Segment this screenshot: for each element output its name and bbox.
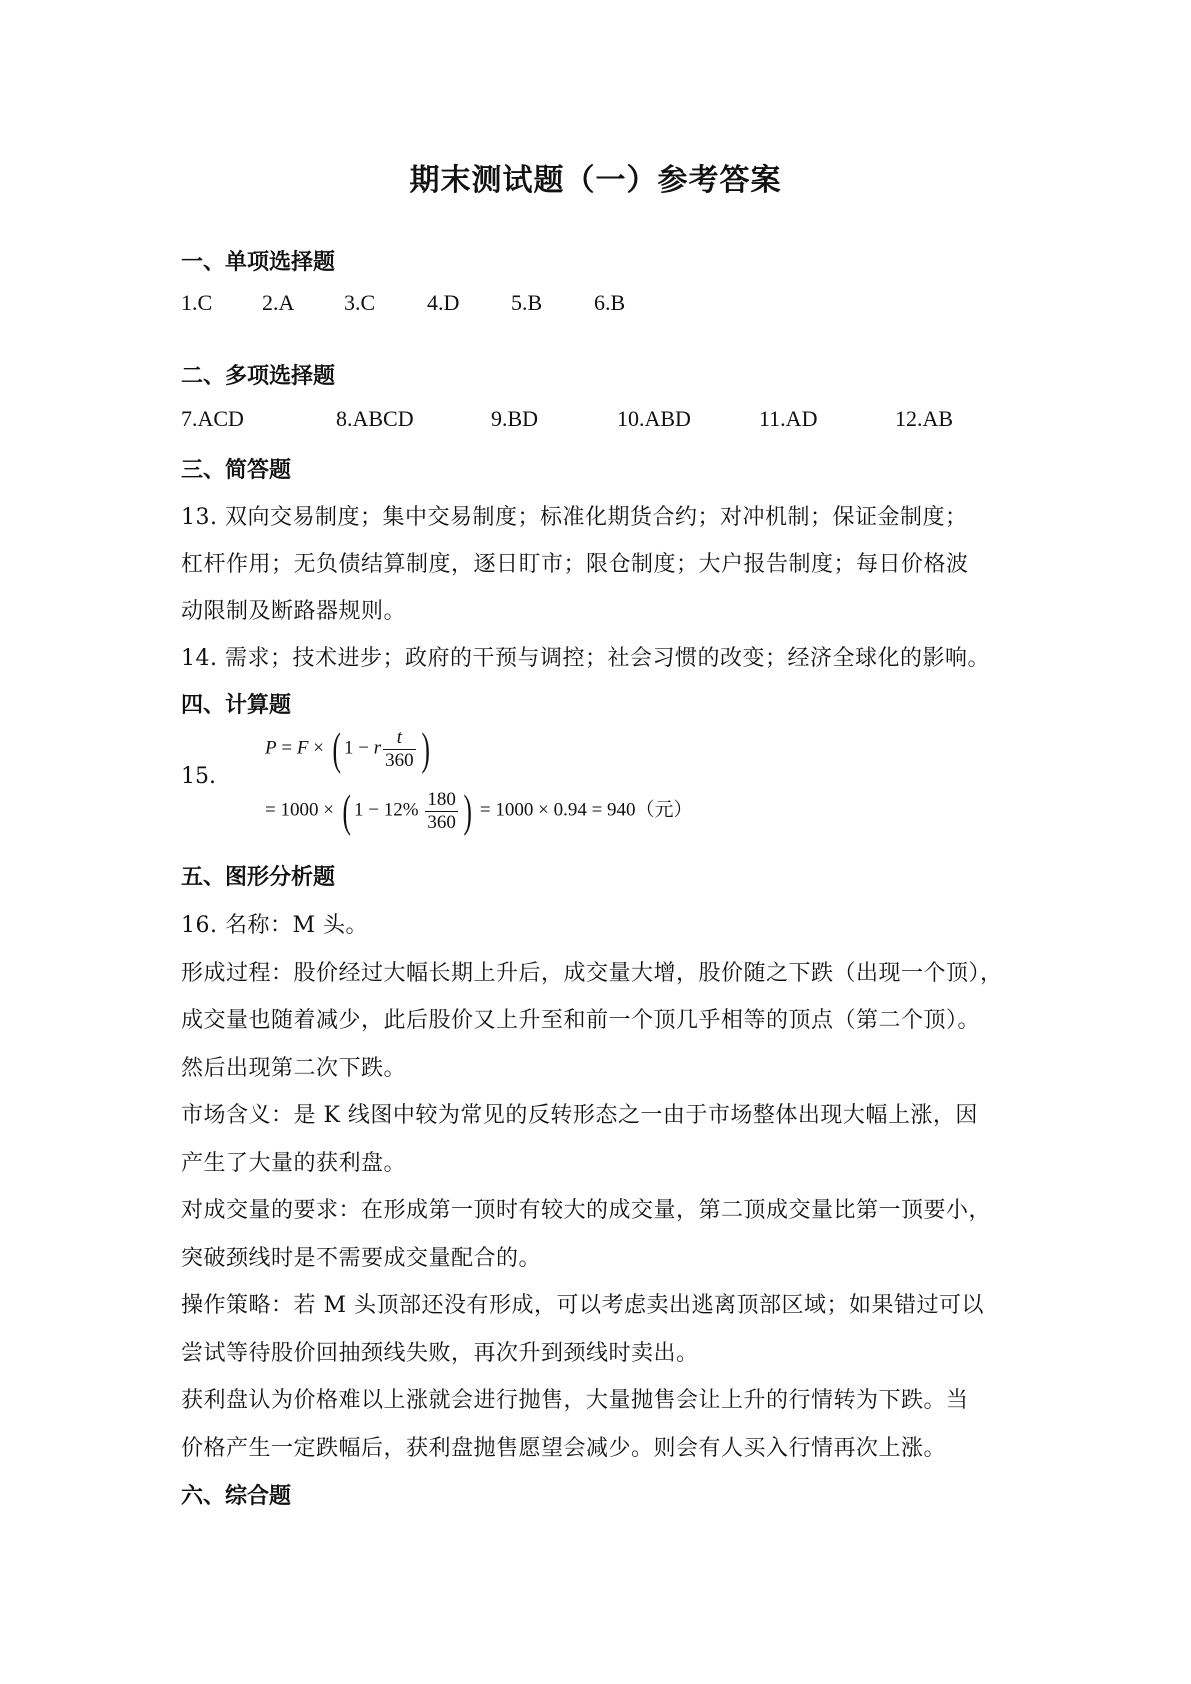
right-paren: ) <box>463 785 472 836</box>
section-heading-calculation: 四、计算题 <box>181 693 292 718</box>
page-title: 期末测试题（一）参考答案 <box>409 163 782 198</box>
formula-symbol-p: P <box>265 737 277 759</box>
answer-item: 9.BD <box>491 406 539 431</box>
section-heading-short-answer: 三、简答题 <box>181 458 292 483</box>
answer-16-line: 产生了大量的获利盘。 <box>181 1151 407 1176</box>
section-heading-multi-choice: 二、多项选择题 <box>181 364 336 389</box>
left-paren: ( <box>332 723 341 774</box>
answer-item: 2.A <box>262 290 295 315</box>
answer-item: 1.C <box>181 290 213 315</box>
fraction-numerator: t <box>396 726 402 748</box>
answer-item: 6.B <box>594 290 626 315</box>
answer-item: 5.B <box>511 290 543 315</box>
fraction-t-over-360 <box>383 727 416 772</box>
fraction-denominator: 360 <box>427 811 456 833</box>
answer-16-line: 成交量也随着减少，此后股价又上升至和前一个顶几乎相等的顶点（第二个顶）。 <box>181 1008 981 1033</box>
left-paren: ( <box>342 785 351 836</box>
formula-result: = 1000 × 0.94 = 940（元） <box>475 799 693 821</box>
fraction-numerator: 180 <box>427 788 456 810</box>
answer-16-line: 获利盘认为价格难以上涨就会进行抛售，大量抛售会让上升的行情转为下跌。当 <box>181 1388 969 1413</box>
section-heading-chart-analysis: 五、图形分析题 <box>181 865 336 890</box>
section-heading-comprehensive: 六、综合题 <box>181 1484 292 1509</box>
formula-symbol-r: r <box>373 737 382 759</box>
answer-13-line: 杠杆作用；无负债结算制度，逐日盯市；限仓制度；大户报告制度；每日价格波 <box>181 552 969 577</box>
answer-16-line: 形成过程：股价经过大幅长期上升后，成交量大增，股价随之下跌（出现一个顶）， <box>181 961 1003 986</box>
formula-rate: 1 − 12% <box>354 799 424 821</box>
answer-16-line: 16. 名称：M 头。 <box>181 913 369 938</box>
answer-item: 12.AB <box>895 406 954 431</box>
answer-item: 4.D <box>427 290 460 315</box>
formula-times: × <box>308 737 329 759</box>
answer-16-line: 价格产生一定跌幅后，获利盘抛售愿望会减少。则会有人买入行情再次上涨。 <box>181 1436 947 1461</box>
fraction-180-over-360 <box>425 789 458 834</box>
answer-14-line: 14. 需求；技术进步；政府的干预与调控；社会习惯的改变；经济全球化的影响。 <box>181 646 990 671</box>
answer-16-line: 市场含义：是 K 线图中较为常见的反转形态之一由于市场整体出现大幅上涨，因 <box>181 1103 978 1128</box>
formula-line2-start: = 1000 × <box>265 799 339 821</box>
answer-item: 11.AD <box>759 406 818 431</box>
fraction-denominator: 360 <box>385 749 414 771</box>
formula-one-minus: 1 − <box>343 737 374 759</box>
answer-item: 7.ACD <box>181 406 244 431</box>
answer-16-line: 对成交量的要求：在形成第一顶时有较大的成交量，第二顶成交量比第一顶要小， <box>181 1198 992 1223</box>
answer-item: 8.ABCD <box>336 406 414 431</box>
answer-13-line: 动限制及断路器规则。 <box>181 599 407 624</box>
answer-16-line: 尝试等待股价回抽颈线失败，再次升到颈线时卖出。 <box>181 1341 699 1366</box>
formula-equals: = <box>276 737 297 759</box>
section-heading-single-choice: 一、单项选择题 <box>181 250 336 275</box>
answer-16-line: 操作策略：若 M 头顶部还没有形成，可以考虑卖出逃离顶部区域；如果错过可以 <box>181 1293 985 1318</box>
answer-16-line: 突破颈线时是不需要成交量配合的。 <box>181 1246 542 1271</box>
answer-item: 10.ABD <box>617 406 691 431</box>
formula-line-2 <box>265 785 693 836</box>
answer-13-line: 13. 双向交易制度；集中交易制度；标准化期货合约；对冲机制；保证金制度； <box>181 505 968 530</box>
right-paren: ) <box>421 723 430 774</box>
formula-line-1 <box>265 723 433 774</box>
formula-symbol-f: F <box>296 737 309 759</box>
answer-item: 3.C <box>344 290 376 315</box>
question-15-label: 15. <box>181 764 216 789</box>
answer-16-line: 然后出现第二次下跌。 <box>181 1056 407 1081</box>
